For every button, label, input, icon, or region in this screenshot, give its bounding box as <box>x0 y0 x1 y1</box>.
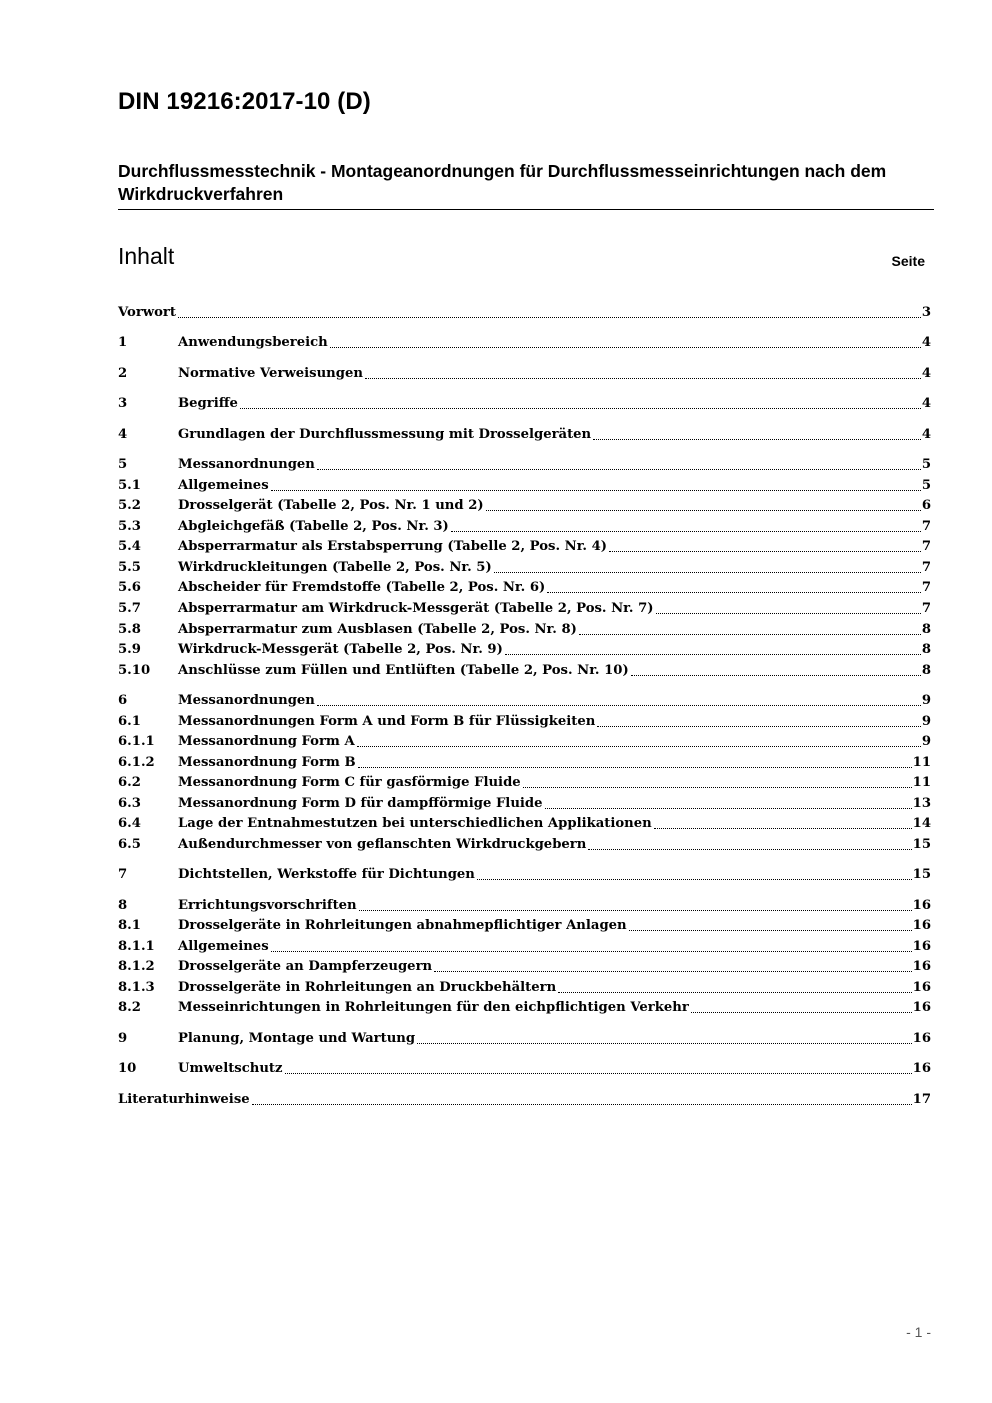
toc-entry-number: 7 <box>118 867 128 882</box>
toc-entry-title: Lage der Entnahmestutzen bei unterschiedlichen Applikationen <box>178 816 652 831</box>
toc-entry-title: Wirkdruck-Messgerät (Tabelle 2, Pos. Nr. 9) <box>178 642 503 657</box>
toc-dot-leader <box>271 950 912 952</box>
toc-entry-page: 5 <box>921 478 931 493</box>
toc-entry-page: 13 <box>912 796 931 811</box>
toc-entry-title: Drosselgeräte in Rohrleitungen abnahmepflichtiger Anlagen <box>178 918 627 933</box>
toc-entry-page: 16 <box>912 1000 931 1015</box>
toc-entry[interactable] <box>118 916 931 936</box>
toc-entry-title: Wirkdruckleitungen (Tabelle 2, Pos. Nr. 5) <box>178 560 492 575</box>
toc-dot-leader <box>494 571 921 573</box>
toc-entry-number: 1 <box>118 335 128 350</box>
toc-entry-page: 4 <box>921 396 931 411</box>
toc-entry-title: Messanordnungen <box>178 693 315 708</box>
toc-dot-leader <box>597 725 920 727</box>
toc-entry-page: 9 <box>921 714 931 729</box>
toc-entry-title: Dichtstellen, Werkstoffe für Dichtungen <box>178 867 475 882</box>
toc-entry[interactable] <box>118 835 931 855</box>
toc-entry-title: Messanordnungen Form A und Form B für Flüssigkeiten <box>178 714 596 729</box>
toc-entry[interactable] <box>118 998 931 1018</box>
toc-dot-leader <box>588 848 911 850</box>
toc-entry[interactable] <box>118 455 931 475</box>
toc-dot-leader <box>417 1042 912 1044</box>
toc-entry-page: 5 <box>921 457 931 472</box>
toc-heading: Inhalt <box>118 243 175 269</box>
toc-entry-title: Messanordnung Form C für gasförmige Fluide <box>178 775 521 790</box>
toc-dot-leader <box>477 878 912 880</box>
toc-entry-title: Umweltschutz <box>178 1061 283 1076</box>
toc-entry-page: 7 <box>921 539 931 554</box>
toc-entry[interactable] <box>118 794 931 814</box>
toc-dot-leader <box>285 1072 912 1074</box>
toc-entry-page: 8 <box>921 642 931 657</box>
toc-entry-number: 6 <box>118 693 128 708</box>
toc-entry-number: 8.1.3 <box>118 980 155 995</box>
toc-entry-title: Begriffe <box>178 396 238 411</box>
toc-entry[interactable] <box>118 620 931 640</box>
toc-entry-number: 6.3 <box>118 796 141 811</box>
toc-entry-number: 6.1.1 <box>118 734 155 749</box>
toc-entry-title: Literaturhinweise <box>118 1092 250 1107</box>
toc-dot-leader <box>691 1011 912 1013</box>
toc-entry-page: 16 <box>912 939 931 954</box>
toc-entry-page: 16 <box>912 980 931 995</box>
toc-entry-title: Normative Verweisungen <box>178 366 363 381</box>
toc-dot-leader <box>252 1103 912 1105</box>
toc-dot-leader <box>178 316 921 318</box>
toc-entry-number: 5.4 <box>118 539 141 554</box>
toc-entry-number: 5.5 <box>118 560 141 575</box>
toc-entry-page: 9 <box>921 693 931 708</box>
toc-entry-page: 4 <box>921 427 931 442</box>
toc-dot-leader <box>317 704 921 706</box>
toc-entry-title: Planung, Montage und Wartung <box>178 1031 416 1046</box>
toc-entry-page: 7 <box>921 601 931 616</box>
toc-entry[interactable] <box>118 712 931 732</box>
toc-entry-title: Messanordnung Form A <box>178 734 355 749</box>
toc-entry-number: 5.2 <box>118 498 141 513</box>
toc-entry-title: Allgemeines <box>178 478 269 493</box>
toc-entry-title: Messanordnungen <box>178 457 315 472</box>
toc-entry[interactable] <box>118 517 931 537</box>
toc-entry[interactable] <box>118 1090 931 1110</box>
toc-entry-title: Vorwort <box>118 305 176 320</box>
toc-entry[interactable] <box>118 691 931 711</box>
toc-dot-leader <box>547 591 921 593</box>
toc-entry-page: 7 <box>921 580 931 595</box>
toc-entry[interactable] <box>118 957 931 977</box>
toc-entry-page: 16 <box>912 959 931 974</box>
toc-entry-number: 5.10 <box>118 663 151 678</box>
toc-entry[interactable] <box>118 496 931 516</box>
toc-dot-leader <box>365 377 921 379</box>
toc-entry-number: 6.4 <box>118 816 141 831</box>
toc-dot-leader <box>579 633 921 635</box>
toc-entry-page: 11 <box>912 755 931 770</box>
toc-entry-page: 7 <box>921 519 931 534</box>
toc-entry[interactable] <box>118 303 931 323</box>
toc-entry-page: 7 <box>921 560 931 575</box>
toc-entry-page: 15 <box>912 867 931 882</box>
toc-entry-page: 15 <box>912 837 931 852</box>
toc-entry-number: 4 <box>118 427 128 442</box>
toc-entry[interactable] <box>118 537 931 557</box>
toc-entry[interactable] <box>118 937 931 957</box>
toc-entry-number: 8.1.1 <box>118 939 155 954</box>
toc-entry[interactable] <box>118 896 931 916</box>
toc-entry-page: 3 <box>921 305 931 320</box>
toc-entry-page: 4 <box>921 366 931 381</box>
toc-entry-page: 9 <box>921 734 931 749</box>
toc-entry-page: 11 <box>912 775 931 790</box>
page-number: - 1 - <box>906 1324 931 1340</box>
toc-entry-page: 17 <box>912 1092 931 1107</box>
toc-dot-leader <box>240 407 921 409</box>
toc-dot-leader <box>434 970 912 972</box>
toc-entry-title: Absperrarmatur zum Ausblasen (Tabelle 2, Pos. Nr. 8) <box>178 622 577 637</box>
toc-entry-title: Messeinrichtungen in Rohrleitungen für den eichpflichtigen Verkehr <box>178 1000 689 1015</box>
toc-entry-title: Grundlagen der Durchflussmessung mit Drosselgeräten <box>178 427 592 442</box>
toc-dot-leader <box>271 489 921 491</box>
toc-entry[interactable] <box>118 773 931 793</box>
toc-entry-page: 6 <box>921 498 931 513</box>
toc-dot-leader <box>631 674 921 676</box>
toc-entry-number: 6.2 <box>118 775 141 790</box>
toc-entry-title: Außendurchmesser von geflanschten Wirkdruckgebern <box>178 837 587 852</box>
toc-entry[interactable] <box>118 1029 931 1049</box>
toc-entry-number: 5.8 <box>118 622 141 637</box>
toc-entry[interactable] <box>118 732 931 752</box>
page-column-label: Seite <box>891 253 925 269</box>
toc-entry-number: 5 <box>118 457 128 472</box>
toc-entry-title: Anschlüsse zum Füllen und Entlüften (Tabelle 2, Pos. Nr. 10) <box>178 663 629 678</box>
toc-entry-number: 6.5 <box>118 837 141 852</box>
document-id: DIN 19216:2017-10 (D) <box>118 88 371 115</box>
toc-entry-title: Abgleichgefäß (Tabelle 2, Pos. Nr. 3) <box>178 519 449 534</box>
toc-dot-leader <box>629 929 912 931</box>
toc-entry[interactable] <box>118 333 931 353</box>
toc-entry-number: 8.1 <box>118 918 141 933</box>
toc-entry-number: 6.1.2 <box>118 755 155 770</box>
toc-entry-title: Messanordnung Form D für dampfförmige Fluide <box>178 796 543 811</box>
toc-entry-title: Allgemeines <box>178 939 269 954</box>
toc-entry-page: 16 <box>912 1031 931 1046</box>
toc-entry[interactable] <box>118 814 931 834</box>
toc-dot-leader <box>357 745 921 747</box>
toc-dot-leader <box>609 550 921 552</box>
toc-entry-page: 16 <box>912 1061 931 1076</box>
toc-entry-title: Abscheider für Fremdstoffe (Tabelle 2, Pos. Nr. 6) <box>178 580 546 595</box>
toc-dot-leader <box>317 468 921 470</box>
toc-entry-number: 9 <box>118 1031 128 1046</box>
toc-entry-page: 14 <box>912 816 931 831</box>
toc-dot-leader <box>656 612 921 614</box>
toc-entry-number: 5.3 <box>118 519 141 534</box>
toc-dot-leader <box>451 530 921 532</box>
toc-entry-page: 8 <box>921 663 931 678</box>
document-title: Durchflussmesstechnik - Montageanordnungen für Durchflussmesseinrichtungen nach dem Wirkdruckverfahren <box>118 160 934 210</box>
toc-entry-title: Anwendungsbereich <box>178 335 328 350</box>
toc-dot-leader <box>486 509 921 511</box>
toc-entry-title: Errichtungsvorschriften <box>178 898 357 913</box>
toc-dot-leader <box>330 346 921 348</box>
toc-entry[interactable] <box>118 753 931 773</box>
toc-entry-number: 8 <box>118 898 128 913</box>
toc-entry-number: 6.1 <box>118 714 141 729</box>
toc-entry-number: 5.9 <box>118 642 141 657</box>
toc-entry-number: 8.1.2 <box>118 959 155 974</box>
toc-entry[interactable] <box>118 1059 931 1079</box>
toc-entry-number: 2 <box>118 366 128 381</box>
toc-entry[interactable] <box>118 640 931 660</box>
toc-entry[interactable] <box>118 425 931 445</box>
toc-entry-page: 16 <box>912 918 931 933</box>
toc-dot-leader <box>593 438 921 440</box>
toc-entry[interactable] <box>118 476 931 496</box>
toc-entry-number: 3 <box>118 396 128 411</box>
toc-entry-title: Messanordnung Form B <box>178 755 356 770</box>
toc-entry[interactable] <box>118 558 931 578</box>
toc-entry-title: Drosselgeräte in Rohrleitungen an Druckbehältern <box>178 980 557 995</box>
toc-entry-title: Drosselgeräte an Dampferzeugern <box>178 959 433 974</box>
toc-entry-number: 5.1 <box>118 478 141 493</box>
toc-entry[interactable] <box>118 865 931 885</box>
toc-entry-title: Drosselgerät (Tabelle 2, Pos. Nr. 1 und 2) <box>178 498 484 513</box>
toc-entry-page: 16 <box>912 898 931 913</box>
toc-entry[interactable] <box>118 364 931 384</box>
toc-dot-leader <box>359 909 912 911</box>
toc-entry-number: 8.2 <box>118 1000 141 1015</box>
toc-dot-leader <box>523 786 912 788</box>
toc-entry-page: 8 <box>921 622 931 637</box>
toc-entry-number: 10 <box>118 1061 137 1076</box>
toc-dot-leader <box>654 827 912 829</box>
toc-entry-number: 5.7 <box>118 601 141 616</box>
toc-entry[interactable] <box>118 599 931 619</box>
toc-dot-leader <box>545 807 912 809</box>
toc-entry-page: 4 <box>921 335 931 350</box>
toc-dot-leader <box>558 991 911 993</box>
toc-entry-title: Absperrarmatur als Erstabsperrung (Tabelle 2, Pos. Nr. 4) <box>178 539 608 554</box>
toc-entry[interactable] <box>118 578 931 598</box>
toc-entry[interactable] <box>118 661 931 681</box>
toc-entry[interactable] <box>118 394 931 414</box>
toc-dot-leader <box>358 766 912 768</box>
toc-entry-title: Absperrarmatur am Wirkdruck-Messgerät (Tabelle 2, Pos. Nr. 7) <box>178 601 654 616</box>
toc-dot-leader <box>505 653 921 655</box>
toc-entry-number: 5.6 <box>118 580 141 595</box>
toc-entry[interactable] <box>118 978 931 998</box>
